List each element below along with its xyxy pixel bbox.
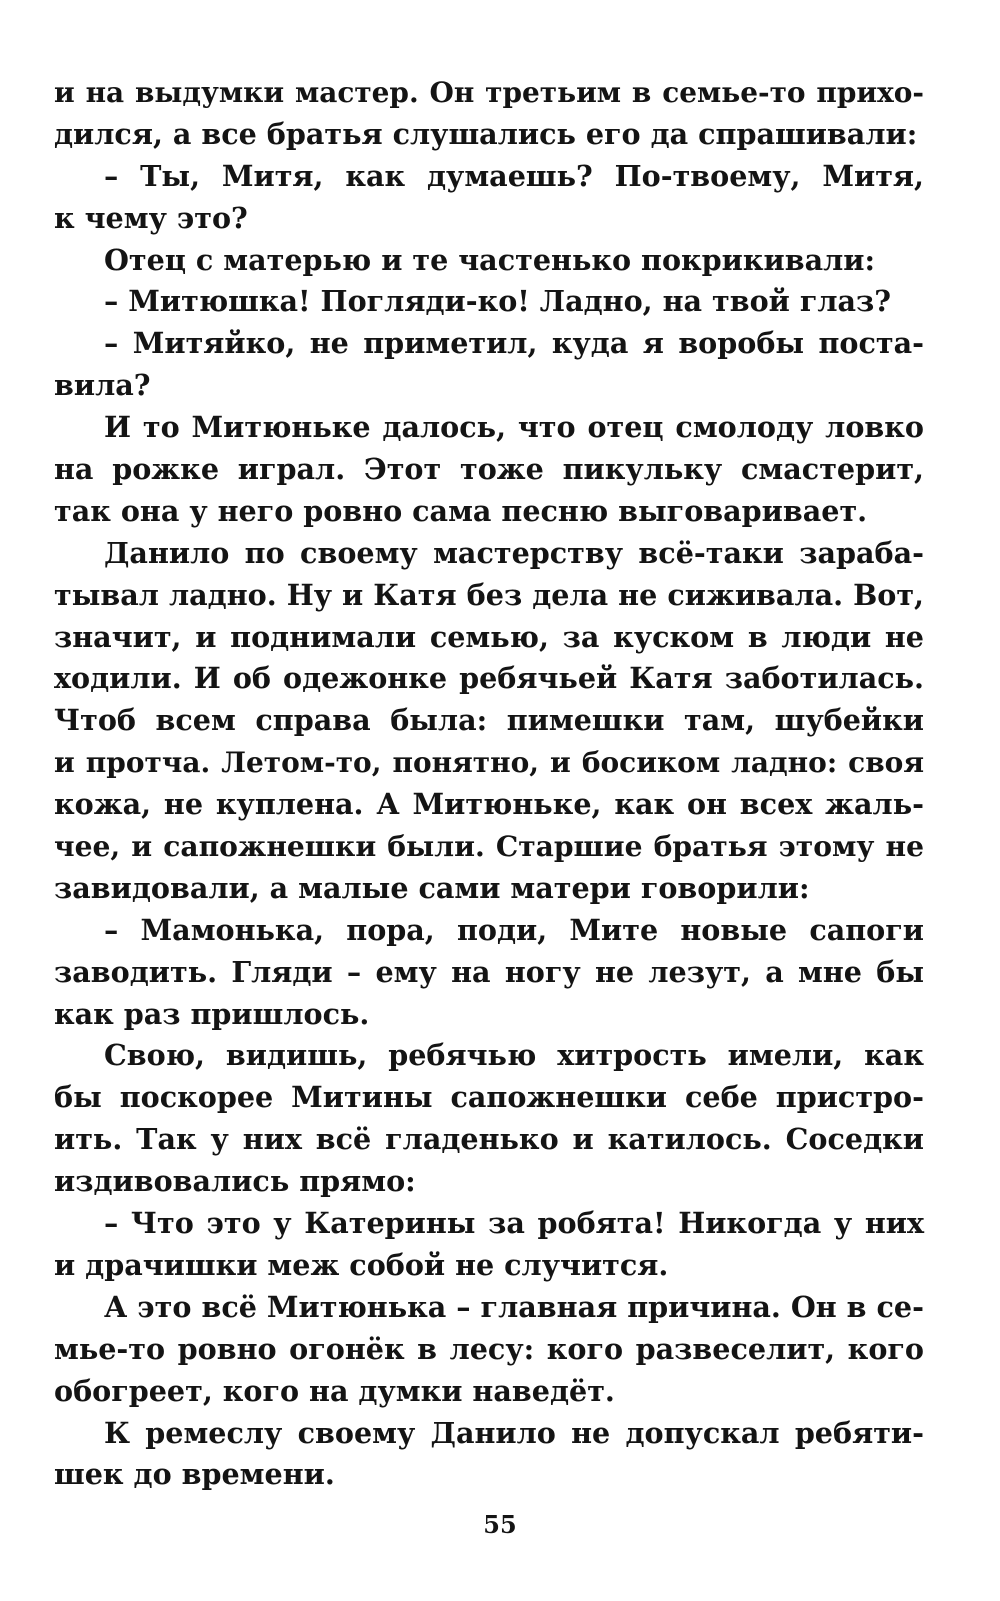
text-line: как раз пришлось.: [54, 996, 370, 1031]
text-line: – Мамонька, пора, поди, Мите новые сапоги: [104, 912, 924, 947]
body-text: [54, 72, 924, 1496]
text-line: тывал ладно. Ну и Катя без дела не сиживала. Вот,: [54, 577, 924, 612]
text-line: и драчишки меж собой не случится.: [54, 1247, 669, 1282]
text-line: мье-то ровно огонёк в лесу: кого развеселит, кого: [54, 1331, 924, 1366]
text-line: бы поскорее Митины сапожнешки себе пристро-: [54, 1080, 924, 1115]
text-line: значит, и поднимали семью, за куском в люди не: [54, 619, 924, 654]
text-line: вила?: [54, 368, 151, 403]
text-line: завидовали, а малые сами матери говорили:: [54, 870, 810, 905]
text-line: К ремеслу своему Данило не допускал ребяти-: [104, 1415, 924, 1450]
text-line: и протча. Летом-то, понятно, и босиком ладно: своя: [54, 746, 924, 780]
page-number: 55: [483, 1510, 517, 1539]
text-line: И то Митюньке далось, что отец смолоду ловко: [104, 410, 924, 445]
text-line: на рожке играл. Этот тоже пикульку смастерит,: [54, 452, 924, 487]
text-line: обогреет, кого на думки наведёт.: [54, 1373, 615, 1408]
text-line: – Митяйко, не приметил, куда я воробы поста-: [104, 326, 924, 361]
text-line: – Митюшка! Погляди-ко! Ладно, на твой глаз?: [104, 284, 892, 319]
text-line: дился, а все братья слушались его да спрашивали:: [54, 116, 918, 151]
text-line: издивовались прямо:: [54, 1164, 416, 1199]
text-line: А это всё Митюнька – главная причина. Он в се-: [104, 1289, 924, 1324]
text-line: – Ты, Митя, как думаешь? По-твоему, Митя,: [104, 158, 924, 193]
text-line: кожа, не куплена. А Митюньке, как он всех жаль-: [54, 787, 924, 822]
text-line: шек до времени.: [54, 1457, 335, 1492]
text-line: и на выдумки мастер. Он третьим в семье-то прихо-: [54, 76, 924, 109]
text-line: к чему это?: [54, 200, 248, 235]
text-line: Отец с матерью и те частенько покрикивали:: [104, 242, 876, 277]
text-line: Свою, видишь, ребячью хитрость имели, как: [104, 1038, 924, 1073]
text-line: Данило по своему мастерству всё-таки зараба-: [104, 535, 924, 570]
text-line: Чтоб всем справа была: пимешки там, шубейки: [54, 703, 924, 738]
text-line: – Что это у Катерины за робята! Никогда у них: [104, 1206, 924, 1241]
text-line: ить. Так у них всё гладенько и катилось. Соседки: [54, 1122, 924, 1157]
text-line: ходили. И об одежонке ребячьей Катя заботилась.: [54, 661, 924, 696]
text-line: чее, и сапожнешки были. Старшие братья этому не: [54, 830, 924, 864]
text-line: заводить. Гляди – ему на ногу не лезут, а мне бы: [54, 954, 924, 989]
text-line: так она у него ровно сама песню выговаривает.: [54, 493, 868, 528]
